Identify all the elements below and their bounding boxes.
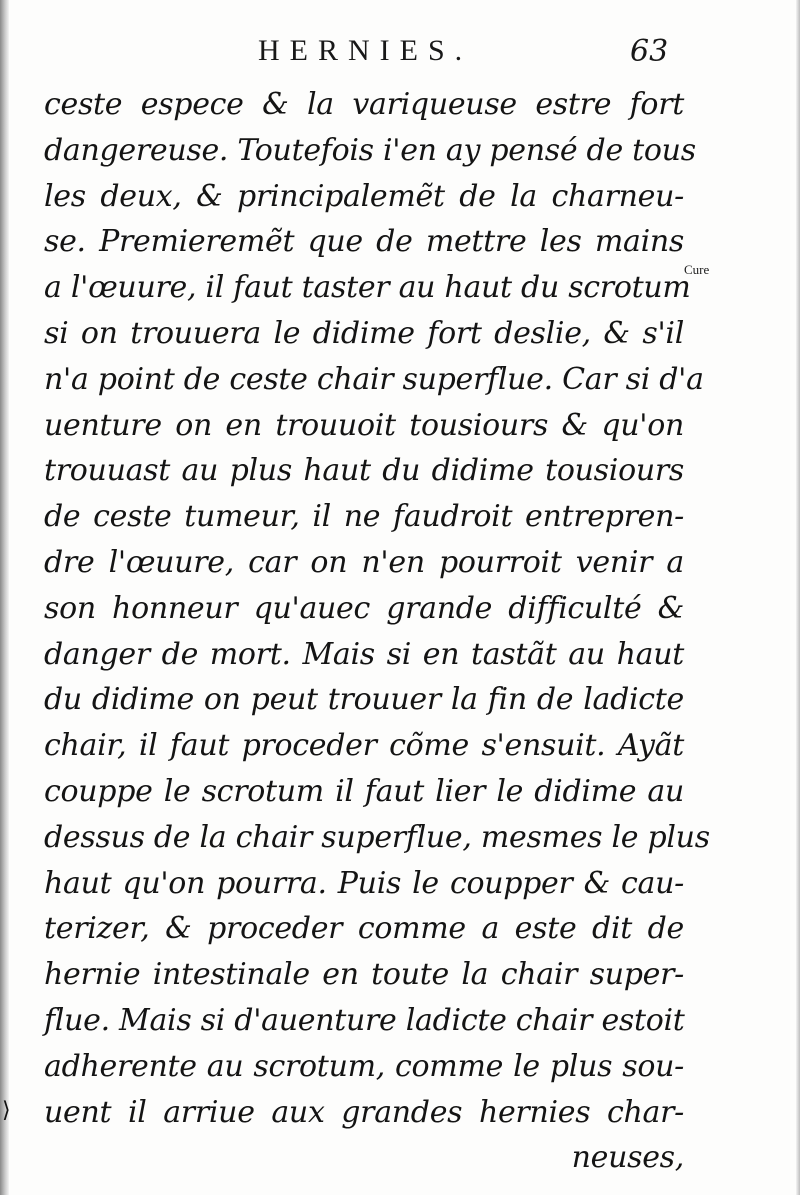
text-line: dre l'œuure, car on n'en pourroit venir a — [44, 544, 684, 580]
text-line: les deux, & principalemẽt de la charneu- — [44, 178, 684, 214]
text-line: si on trouuera le didime fort deslie, & s'il — [44, 315, 684, 351]
text-line: dangereuse. Toutefois i'en ay pensé de tous — [44, 132, 696, 168]
text-line: adherente au scrotum, comme le plus sou- — [44, 1048, 684, 1084]
catchword-line: neuses, — [571, 1140, 684, 1176]
text-line: flue. Mais si d'auenture ladicte chair estoit — [44, 1002, 685, 1038]
text-line: trouuast au plus haut du didime tousiours — [44, 453, 684, 489]
text-line: de ceste tumeur, il ne faudroit entrepren- — [44, 499, 684, 535]
text-line: n'a point de ceste chair superflue. Car si d'a — [44, 361, 704, 397]
page-gutter-shadow — [0, 0, 9, 1195]
text-line: uenture on en trouuoit tousiours & qu'on — [44, 407, 684, 443]
text-line: chair, il faut proceder cõme s'ensuit. Ayãt — [44, 728, 684, 764]
text-line: haut qu'on pourra. Puis le coupper & cau- — [44, 865, 684, 901]
margin-note: Cure — [684, 262, 710, 277]
text-line: dessus de la chair superflue, mesmes le plus — [44, 819, 710, 855]
page-number: 63 — [630, 34, 669, 69]
text-line: terizer, & proceder comme a este dit de — [44, 911, 684, 947]
running-head: HERNIES. — [258, 34, 473, 67]
text-line: se. Premieremẽt que de mettre les mains — [44, 224, 684, 260]
text-line: du didime on peut trouuer la fin de ladicte — [44, 682, 684, 718]
text-line: couppe le scrotum il faut lier le didime au — [44, 773, 684, 809]
text-line: ceste espece & la variqueuse estre fort — [44, 87, 684, 122]
text-line: son honneur qu'auec grande difficulté & — [44, 590, 684, 626]
page-fold-mark: ⟩ — [2, 1098, 11, 1123]
page-edge-shadow — [796, 0, 800, 1195]
text-line: uent il arriue aux grandes hernies char- — [44, 1094, 684, 1130]
text-line: danger de mort. Mais si en tastãt au haut — [44, 636, 684, 672]
text-line: hernie intestinale en toute la chair super- — [44, 957, 684, 993]
text-line: a l'œuure, il faut taster au haut du scrotum — [44, 270, 691, 306]
